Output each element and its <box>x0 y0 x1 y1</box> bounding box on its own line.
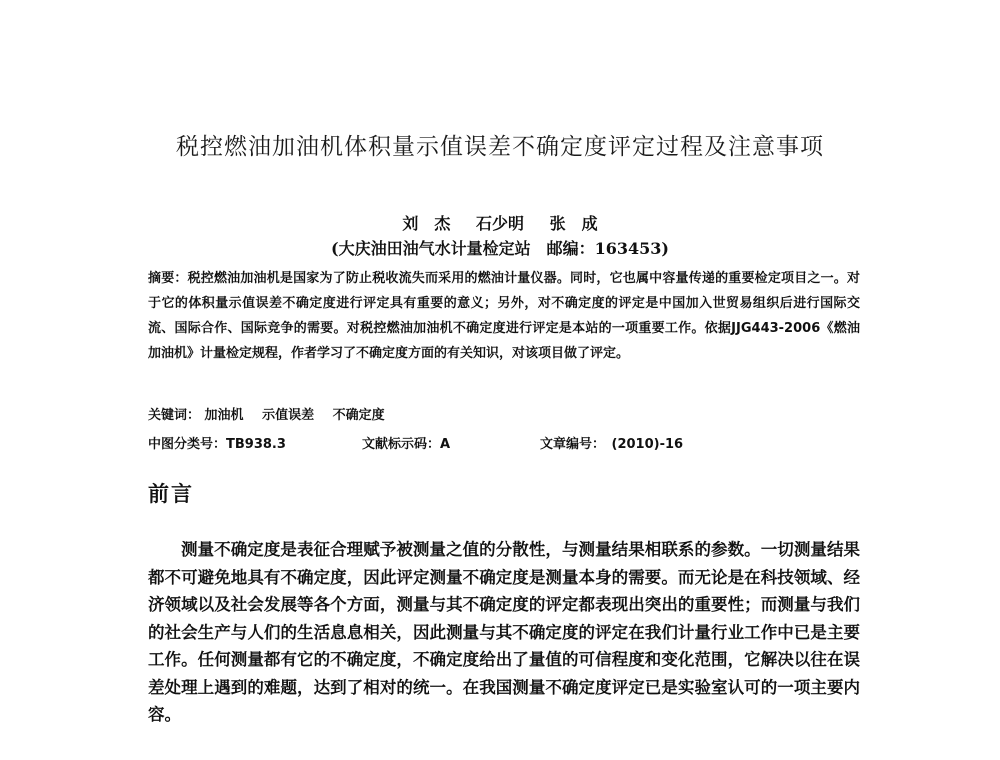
body-paragraph: 测量不确定度是表征合理赋予被测量之值的分散性，与测量结果相联系的参数。一切测量结果都不可避免地具有不确定度，因此评定测量不确定度是测量本身的需要。而无论是在科技领域、经济领域以及社会发展等各个方面，测量与其不确定度的评定都表现出突出的重要性；而测量与我们的社会生产与人们的生活息息相关，因此测量与其不确定度的评定在我们计量行业工作中已是主要工作。任何测量都有它的不确定度，不确定度给出了量值的可信程度和变化范围，它解决以往在误差处理上遇到的难题，达到了相对的统一。在我国测量不确定度评定已是实验室认可的一项主要内容。 <box>148 540 860 724</box>
author-list <box>0 211 1000 234</box>
keywords-line <box>148 403 860 428</box>
author-name: 刘 杰 <box>402 214 451 233</box>
keywords-label: 关键词： <box>148 408 201 423</box>
classification-line <box>148 432 860 457</box>
abstract-text: 摘要：税控燃油加油机是国家为了防止税收流失而采用的燃油计量仪器。同时，它也属中容量传递的重要检定项目之一。对于它的体积量示值误差不确定度进行评定具有重要的意义；另外，对不确定度的评定是中国加入世贸易组织后进行国际交流、国际合作、国际竞争的需要。对税控燃油加油机不确定度进行评定是本站的一项重要工作。依据JJG443-2006《燃油加油机》计量检定规程，作者学习了不确定度方面的有关知识，对该项目做了评定。 <box>148 271 860 361</box>
keyword: 示值误差 <box>262 408 315 423</box>
article-number: 文章编号： (2010)-16 <box>540 437 684 452</box>
article-title: 税控燃油加油机体积量示值误差不确定度评定过程及注意事项 <box>176 134 824 160</box>
author-name: 石少明 <box>475 214 524 233</box>
classification-number: 中图分类号：TB938.3 <box>148 437 286 452</box>
keyword: 不确定度 <box>332 408 385 423</box>
section-heading: 前言 <box>148 481 194 506</box>
keyword: 加油机 <box>204 408 244 423</box>
document-code: 文献标示码：A <box>362 437 451 452</box>
author-affiliation: (大庆油田油气水计量检定站 邮编：163453) <box>331 239 669 258</box>
author-name: 张 成 <box>549 214 598 233</box>
